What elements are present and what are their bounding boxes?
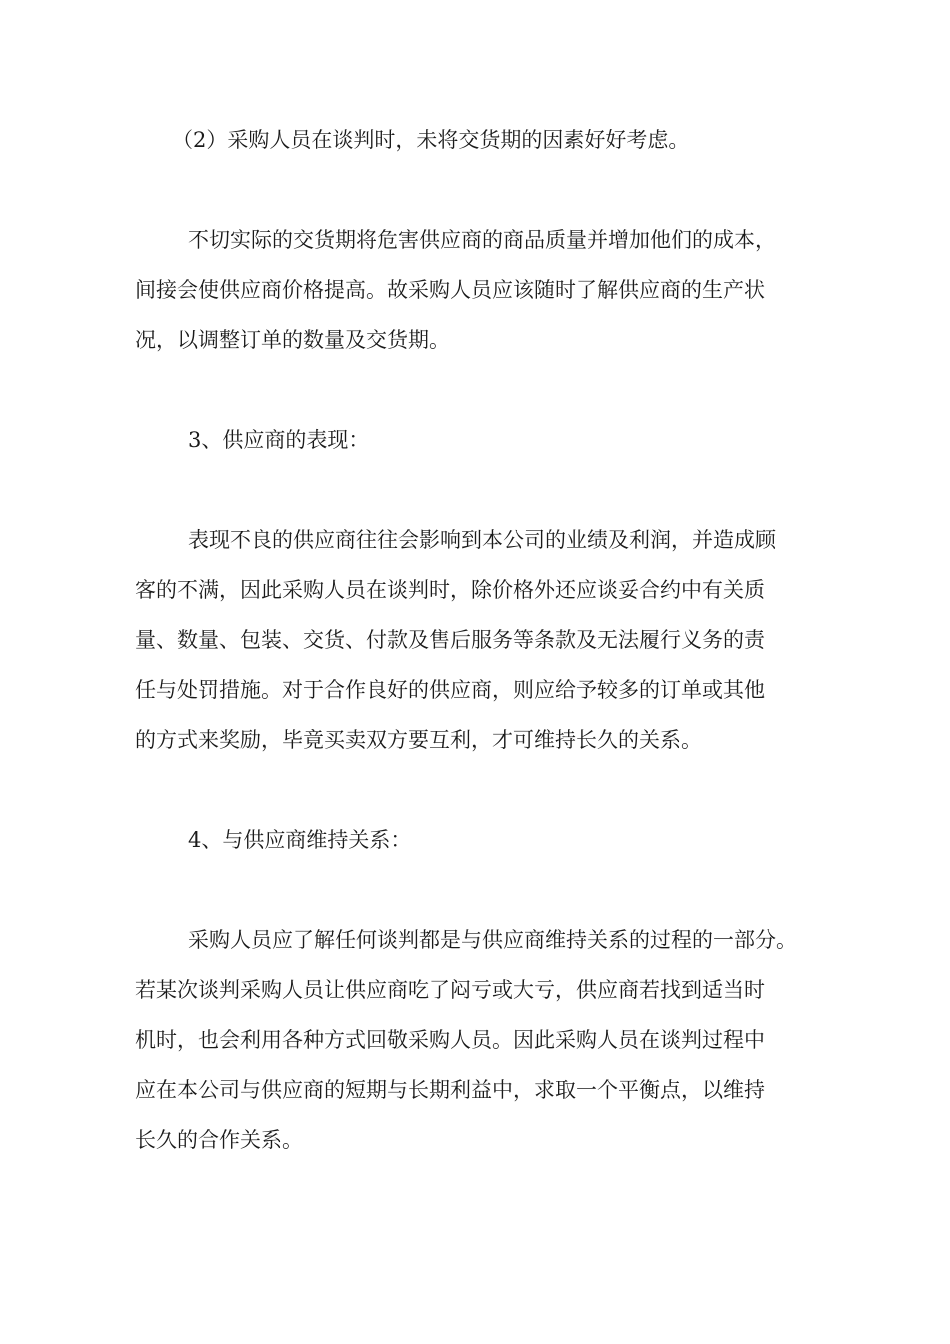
paragraph-relationship-line-5: 长久的合作关系。 — [135, 1128, 303, 1152]
paragraph-performance-line-1: 表现不良的供应商往往会影响到本公司的业绩及利润，并造成顾 — [188, 528, 776, 552]
section-heading-3: 3、供应商的表现： — [188, 428, 370, 452]
paragraph-relationship-line-1: 采购人员应了解任何谈判都是与供应商维持关系的过程的一部分。 — [188, 928, 797, 952]
paragraph-delivery-line-3: 况，以调整订单的数量及交货期。 — [135, 328, 450, 352]
paragraph-performance-line-4: 任与处罚措施。对于合作良好的供应商，则应给予较多的订单或其他 — [135, 678, 765, 702]
paragraph-delivery-line-2: 间接会使供应商价格提高。故采购人员应该随时了解供应商的生产状 — [135, 278, 765, 302]
paragraph-relationship-line-2: 若某次谈判采购人员让供应商吃了闷亏或大亏，供应商若找到适当时 — [135, 978, 765, 1002]
list-item-reason-2: （2）采购人员在谈判时，未将交货期的因素好好考虑。 — [172, 128, 690, 152]
paragraph-performance-line-2: 客的不满，因此采购人员在谈判时，除价格外还应谈妥合约中有关质 — [135, 578, 765, 602]
paragraph-performance-line-3: 量、数量、包装、交货、付款及售后服务等条款及无法履行义务的责 — [135, 628, 765, 652]
paragraph-relationship-line-4: 应在本公司与供应商的短期与长期利益中，求取一个平衡点，以维持 — [135, 1078, 765, 1102]
paragraph-relationship-line-3: 机时，也会利用各种方式回敬采购人员。因此采购人员在谈判过程中 — [135, 1028, 765, 1052]
paragraph-delivery-line-1: 不切实际的交货期将危害供应商的商品质量并增加他们的成本， — [188, 228, 776, 252]
paragraph-performance-line-5: 的方式来奖励，毕竟买卖双方要互利，才可维持长久的关系。 — [135, 728, 702, 752]
section-heading-4: 4、与供应商维持关系： — [188, 828, 412, 852]
